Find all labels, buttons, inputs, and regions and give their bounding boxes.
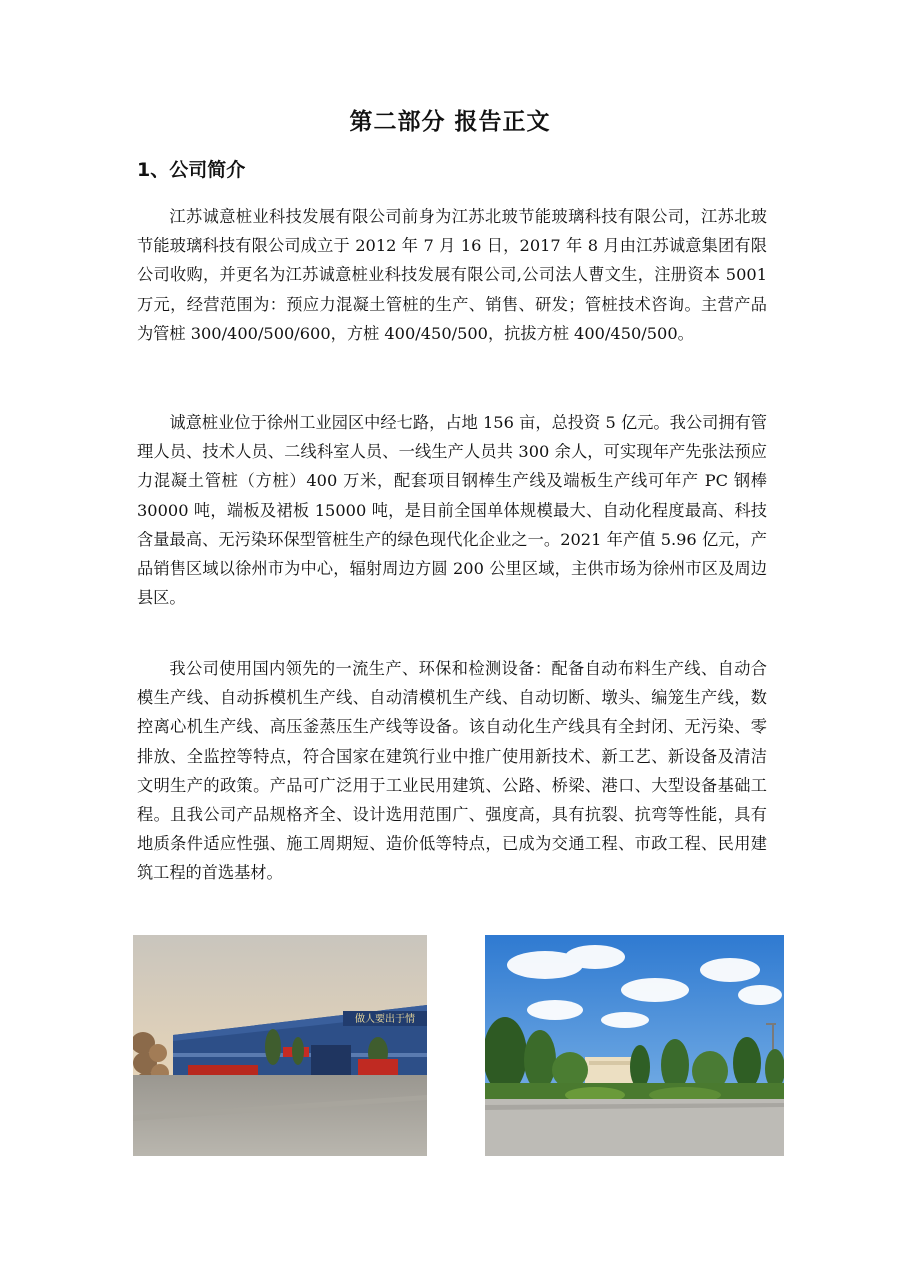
paragraph-company-history: 江苏诚意桩业科技发展有限公司前身为江苏北玻节能玻璃科技有限公司，江苏北玻节能玻璃科技有限公司成立于 2012 年 7 月 16 日，2017 年 8 月由江苏诚意集团有限公司收购，并更名为江苏诚意桩业科技发展有限公司,公司法人曹文生，注册资本 5001 万元，经营范围为：预应力混凝土管桩的生产、销售、研发；管桩技术咨询。主营产品为管桩 300/400/500/600，方桩 400/450/500，抗拔方桩 400/450/500。	[137, 207, 767, 343]
paragraph-equipment: 我公司使用国内领先的一流生产、环保和检测设备：配备自动布料生产线、自动合模生产线、自动拆模机生产线、自动清模机生产线、自动切断、墩头、编笼生产线，数控离心机生产线、高压釜蒸压生产线等设备。该自动化生产线具有全封闭、无污染、零排放、全监控等特点，符合国家在建筑行业中推广使用新技术、新工艺、新设备及清洁文明生产的政策。产品可广泛用于工业民用建筑、公路、桥梁、港口、大型设备基础工程。且我公司产品规格齐全、设计选用范围广、强度高，具有抗裂、抗弯等性能，具有地质条件适应性强、施工周期短、造价低等特点，已成为交通工程、市政工程、民用建筑工程的首选基材。	[137, 659, 767, 883]
page-title: 第二部分 报告正文	[349, 109, 551, 135]
section-heading: 1、公司简介	[137, 159, 246, 181]
paragraph-company-scale: 诚意桩业位于徐州工业园区中经七路，占地 156 亩，总投资 5 亿元。我公司拥有管理人员、技术人员、二线科室人员、一线生产人员共 300 余人，可实现年产先张法预应力混凝土管桩（方桩）400 万米，配套项目钢棒生产线及端板生产线可年产 PC 钢棒 30000 吨，端板及裙板 15000 吨，是目前全国单体规模最大、自动化程度最高、科技含量最高、无污染环保型管桩生产的绿色现代化企业之一。2021 年产值 5.96 亿元，产品销售区域以徐州市为中心，辐射周边方圆 200 公里区域，主供市场为徐州市区及周边县区。	[137, 413, 767, 608]
factory-sign	[343, 1011, 427, 1026]
factory-photo	[133, 935, 427, 1156]
sign-text: 做人要出于情	[355, 1014, 415, 1025]
greenery-photo	[485, 935, 784, 1156]
